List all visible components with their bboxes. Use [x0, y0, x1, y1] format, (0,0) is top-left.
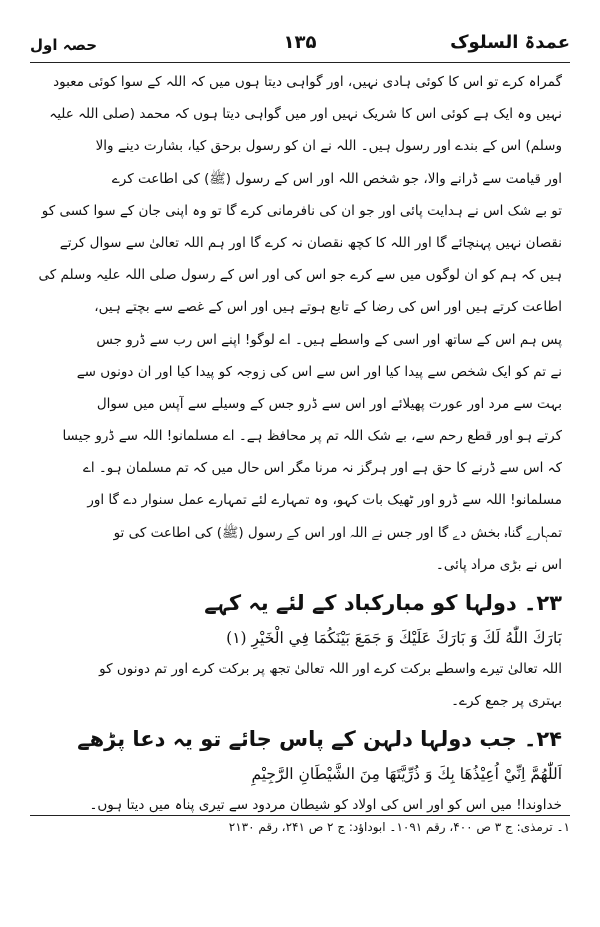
- footnote-divider: [30, 815, 570, 816]
- part-label: حصہ اول: [30, 36, 98, 54]
- text-line: اطاعت کرتے ہیں اور اس کی رضا کے تابع ہوتے ہیں اور اس کے غصے سے بچتے ہیں،: [94, 299, 562, 316]
- text-line: وسلم) اس کے بندے اور رسول ہیں۔ اللہ نے ان کو رسول برحق کیا، بشارت دینے والا: [95, 138, 562, 155]
- text-line: اور قیامت سے ڈرانے والا، جو شخص اللہ اور اس کے رسول (ﷺ) کی اطاعت کرے: [111, 170, 562, 187]
- page-number: ۱۳۵: [283, 32, 317, 53]
- section-24-heading: ۲۴۔ جب دولہا دلہن کے پاس جائے تو یہ دعا پڑھے: [77, 727, 562, 752]
- text-line: کرتے ہو اور قطع رحم سے، بے شک اللہ تم پر محافظ ہے۔ اے مسلمانو! اللہ سے ڈرو جیسا: [62, 428, 562, 445]
- section-23-heading: ۲۳۔ دولہا کو مبارکباد کے لئے یہ کہے: [204, 591, 562, 615]
- header-divider: [30, 62, 570, 63]
- section-23-translation-line: بہتری پر جمع کرے۔: [451, 693, 562, 710]
- text-line: کہ اس سے ڈرنے کا حق ہے اور ہرگز نہ مرنا مگر اس حال میں کہ تم مسلمان ہو۔ اے: [82, 460, 562, 477]
- text-line: نے تم کو ایک شخص سے پیدا کیا اور اس سے اس کی زوجہ کو پیدا کیا اور ان دونوں سے: [76, 363, 562, 380]
- text-line: گمراہ کرے تو اس کا کوئی ہادی نہیں، اور گواہی دیتا ہوں میں کہ اللہ کے سوا کوئی معبود: [53, 74, 562, 90]
- text-line: تمہارے گناہ بخش دے گا اور جس نے اللہ اور اس کے رسول (ﷺ) کی اطاعت کی تو: [113, 524, 562, 541]
- section-24-translation: خداوندا! میں اس کو اور اس کی اولاد کو شیطان مردود سے تیری پناہ میں دیتا ہوں۔: [89, 797, 562, 814]
- page-header: [30, 28, 570, 62]
- paragraph-1: [38, 66, 562, 581]
- book-title: عمدۃ السلوک: [450, 32, 570, 53]
- text-line: نہیں وہ ایک ہے کوئی اس کا شریک نہیں اور میں گواہی دیتا ہوں کہ محمد (صلی اللہ علیہ: [49, 106, 562, 123]
- section-23-arabic-dua: بَارَكَ اللّٰهُ لَكَ وَ بَارَكَ عَلَيْكَ وَ جَمَعَ بَيْنَكُمَا فِي الْخَيْرِ (۱): [226, 629, 562, 647]
- text-line: نقصان نہیں پہنچائے گا اور اللہ کا کچھ نقصان نہ کرے گا اور ہم اللہ تعالیٰ سے سوال کرتے: [59, 234, 562, 251]
- text-line: تو بے شک اس نے ہدایت پائی اور جو ان کی نافرمانی کرے گا تو وہ اپنی جان کے سوا کسی کو: [41, 202, 562, 219]
- footnote: ۱۔ ترمذی: ج ۳ ص ۴۰۰، رقم ۱۰۹۱۔ ابوداؤد: ج ۲ ص ۲۴۱، رقم ۲۱۳۰: [228, 820, 570, 834]
- section-23-translation-line: اللہ تعالیٰ تیرے واسطے برکت کرے اور اللہ تعالیٰ تجھ پر برکت کرے اور تم دونوں کو: [99, 661, 562, 677]
- page-body: [38, 66, 562, 822]
- text-line: بہت سے مرد اور عورت پھیلائے اور اس سے ڈرو جس کے وسیلے سے آپس میں سوال: [96, 395, 562, 412]
- text-line: مسلمانو! اللہ سے ڈرو اور ٹھیک بات کہو، وہ تمہارے لئے تمہارے عمل سنوار دے گا اور: [87, 492, 562, 509]
- section-24-arabic-dua: اَللّٰهُمَّ اِنِّيْ اُعِيْذُهَا بِكَ وَ ذُرِّيَّتَهَا مِنَ الشَّيْطَانِ الرَّجِيْمِ: [251, 765, 562, 784]
- text-line: اس نے بڑی مراد پائی۔: [435, 556, 562, 573]
- text-line: پس ہم اس کے ساتھ اور اسی کے واسطے ہیں۔ اے لوگو! اپنے اس رب سے ڈرو جس: [96, 331, 562, 348]
- text-line: ہیں کہ ہم کو ان لوگوں میں سے کرے جو اس کی اور اس کے رسول صلی اللہ علیہ وسلم کی: [38, 267, 562, 284]
